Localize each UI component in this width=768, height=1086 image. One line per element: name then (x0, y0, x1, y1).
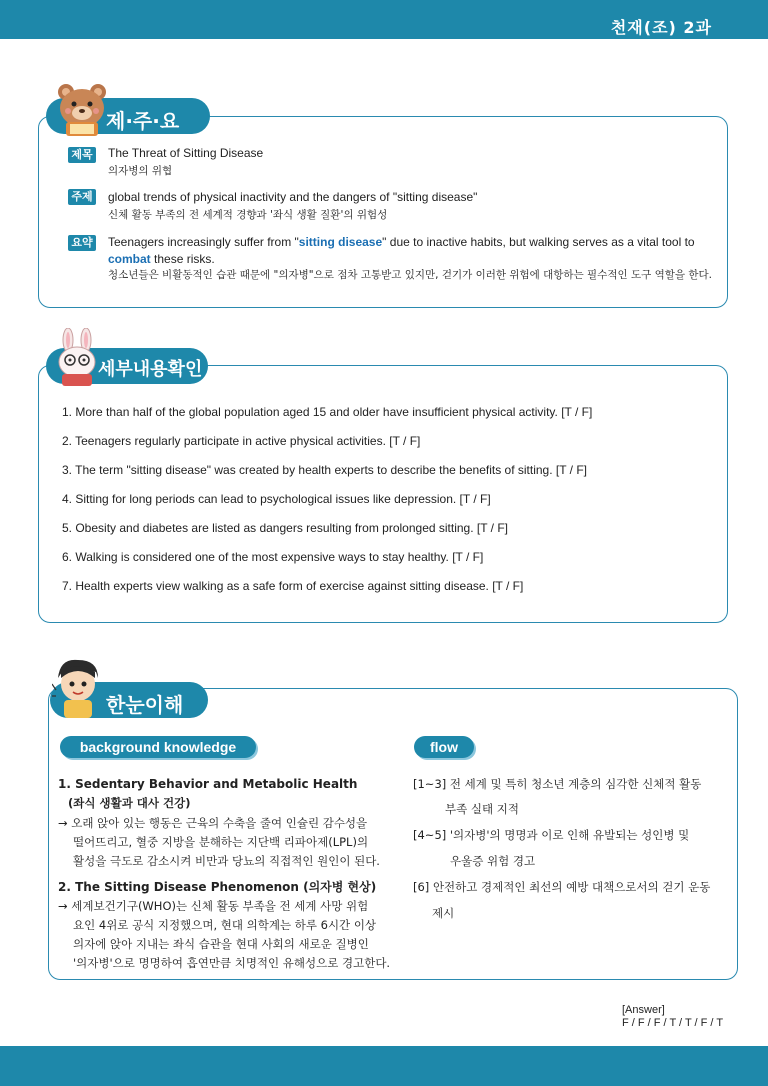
bg-body-1-line1: → 오래 앉아 있는 행동은 근육의 수축을 줄여 인슐린 감수성을 (58, 816, 368, 830)
background-knowledge-label: background knowledge (60, 736, 256, 758)
abstract-en-line1 (108, 233, 695, 251)
flow-2-line2: 우울증 위험 경고 (450, 854, 536, 868)
question-6: 6. Walking is considered one of the most expensive ways to stay healthy. [T / F] (62, 550, 484, 564)
flow-3-line1: [6] 안전하고 경제적인 최선의 예방 대책으로서의 걷기 운동 (413, 880, 711, 894)
question-3: 3. The term "sitting disease" was created by health experts to describe the benefits of sitting. [T / F] (62, 463, 588, 477)
bg-body-2-line1: → 세계보건기구(WHO)는 신체 활동 부족을 전 세계 사망 위험 (58, 899, 369, 913)
rabbit-mascot-icon (52, 328, 102, 388)
title-en: The Threat of Sitting Disease (108, 146, 264, 160)
flow-1-line1: [1~3] 전 세계 및 특히 청소년 계층의 심각한 신체적 활동 (413, 777, 702, 791)
abstract-tag: 요약 (68, 235, 96, 251)
bg-heading-1-ko: (좌식 생활과 대사 건강) (68, 796, 191, 810)
abstract-text-2: " due to inactive habits, but walking serves as a vital tool to (382, 235, 695, 249)
flow-2-line1: [4~5] '의자병'의 명명과 이로 인해 유발되는 성인병 및 (413, 828, 690, 842)
abstract-ko: 청소년들은 비활동적인 습관 때문에 "의자병"으로 점차 고통받고 있지만, 걷기가 이러한 위험에 대항하는 필수적인 도구 역할을 한다. (108, 269, 712, 281)
bg-heading-2: 2. The Sitting Disease Phenomenon (의자병 현상) (58, 880, 377, 894)
answer-label: [Answer] (622, 1004, 665, 1016)
bg-body-2-line4: '의자병'으로 명명하여 흡연만큼 치명적인 유해성으로 경고한다. (73, 956, 391, 970)
answer-value: F / F / F / T / T / F / T (622, 1017, 724, 1029)
overview-title: 한눈이해 (106, 693, 184, 717)
abstract-highlight-2: combat (108, 252, 151, 266)
flow-3-line2: 제시 (432, 906, 455, 920)
details-title: 세부내용확인 (98, 359, 203, 380)
bottom-bar (0, 1046, 768, 1086)
title-ko: 의자병의 위협 (108, 165, 173, 177)
question-7: 7. Health experts view walking as a safe form of exercise against sitting disease. [T / F] (62, 579, 524, 593)
bg-body-2-line2: 요인 4위로 공식 지정했으며, 현대 의학계는 하루 6시간 이상 (73, 918, 377, 932)
student-mascot-icon (52, 656, 104, 720)
abstract-highlight-1: sitting disease (298, 235, 383, 249)
bg-body-2-line3: 의자에 앉아 지내는 좌식 습관을 현대 사회의 새로운 질병인 (73, 937, 369, 951)
topic-ko: 신체 활동 부족의 전 세계적 경향과 '좌식 생활 질환'의 위험성 (108, 209, 388, 221)
topic-en: global trends of physical inactivity and the dangers of "sitting disease" (108, 190, 478, 204)
brand-logo: 천재(조) 2과 (610, 18, 712, 37)
topic-tag: 주제 (68, 189, 96, 205)
question-4: 4. Sitting for long periods can lead to psychological issues like depression. [T / F] (62, 492, 491, 506)
bg-body-1-line2: 떨어뜨리고, 혈중 지방을 분해하는 지단백 리파아제(LPL)의 (73, 835, 369, 849)
bg-body-1-line3: 활성을 극도로 감소시켜 비만과 당뇨의 직접적인 원인이 된다. (73, 854, 380, 868)
summary-title: 제·주·요 (106, 109, 180, 133)
bear-mascot-icon (52, 80, 112, 138)
question-1: 1. More than half of the global population aged 15 and older have insufficient physical activity. [T / F] (62, 405, 593, 419)
question-2: 2. Teenagers regularly participate in active physical activities. [T / F] (62, 434, 421, 448)
abstract-text-3: these risks. (150, 252, 215, 266)
abstract-text-1: Teenagers increasingly suffer from " (108, 235, 299, 249)
bg-heading-1: 1. Sedentary Behavior and Metabolic Health (58, 777, 358, 791)
flow-label: flow (414, 736, 474, 758)
answer-block (622, 1004, 723, 1030)
question-5: 5. Obesity and diabetes are listed as dangers resulting from prolonged sitting. [T / F] (62, 521, 509, 535)
flow-1-line2: 부족 실태 지적 (445, 802, 519, 816)
title-tag: 제목 (68, 147, 96, 163)
